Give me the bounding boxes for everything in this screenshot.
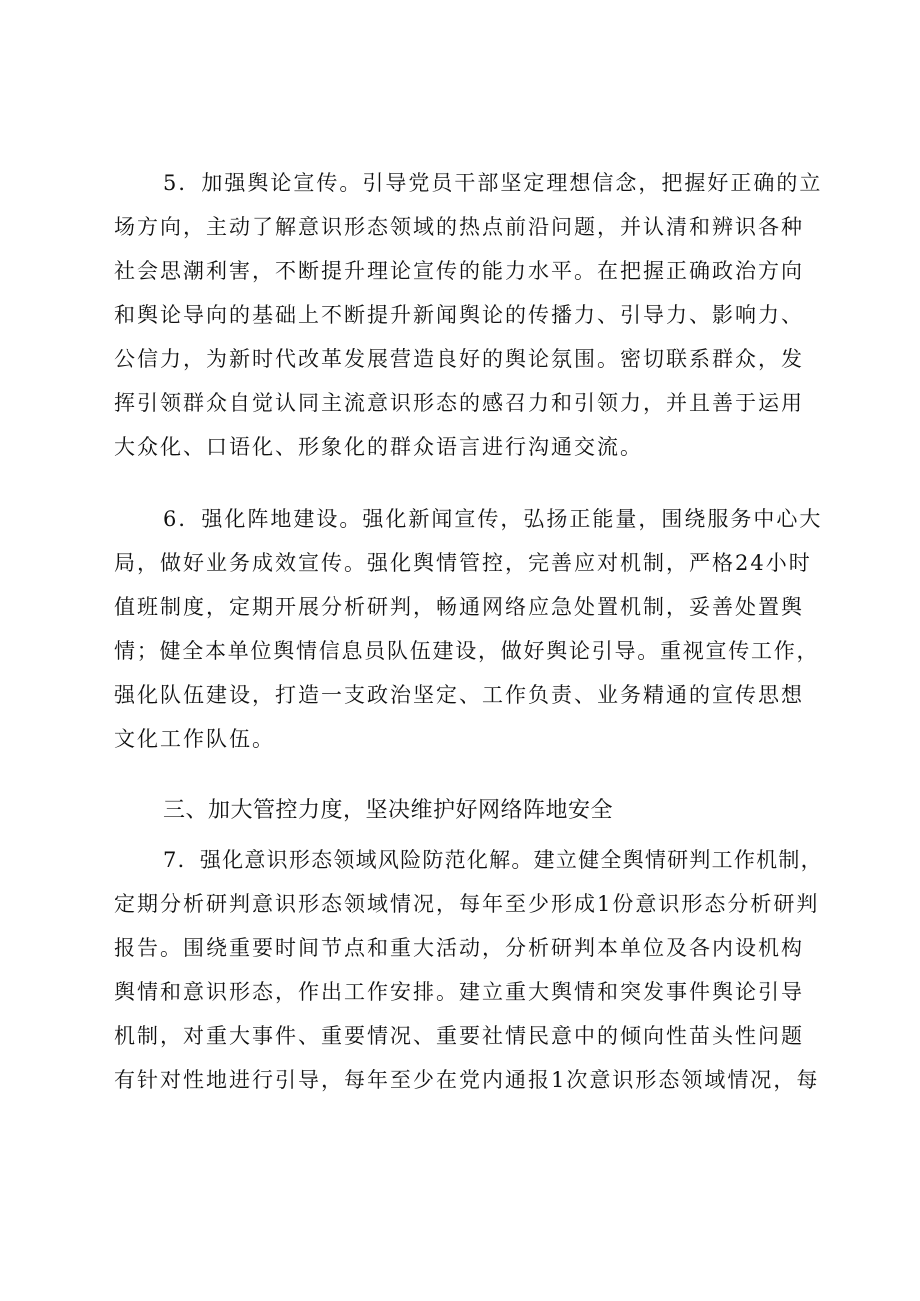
para5-line-1: 5．加强舆论宣传。引导党员干部坚定理想信念，把握好正确的立: [163, 171, 823, 195]
para5-line-5: 公信力，为新时代改革发展营造良好的舆论氛围。密切联系群众，发: [114, 347, 804, 371]
para6-line-4: 情；健全本单位舆情信息员队伍建设，做好舆论引导。重视宣传工作，: [114, 639, 820, 663]
para5-line-3: 社会思潮利害，不断提升理论宣传的能力水平。在把握正确政治方向: [114, 259, 804, 283]
para7-line-6: 有针对性地进行引导，每年至少在党内通报1次意识形态领域情况，每: [114, 1068, 820, 1092]
para5-line-4: 和舆论导向的基础上不断提升新闻舆论的传播力、引导力、影响力、: [114, 303, 804, 327]
para7-line-4: 舆情和意识形态，作出工作安排。建立重大舆情和突发事件舆论引导: [114, 980, 804, 1004]
para6-line-2: 局，做好业务成效宣传。强化舆情管控，完善应对机制，严格24小时: [114, 551, 812, 575]
para5-line-7: 大众化、口语化、形象化的群众语言进行沟通交流。: [114, 435, 643, 459]
para7-line-1: 7．强化意识形态领域风险防范化解。建立健全舆情研判工作机制，: [163, 848, 823, 872]
para6-line-6: 文化工作队伍。: [114, 727, 275, 751]
para7-line-5: 机制，对重大事件、重要情况、重要社情民意中的倾向性苗头性问题: [114, 1024, 804, 1048]
para5-line-6: 挥引领群众自觉认同主流意识形态的感召力和引领力，并且善于运用: [114, 391, 804, 415]
para7-line-2: 定期分析研判意识形态领域情况，每年至少形成1份意识形态分析研判: [114, 892, 820, 916]
section-heading-3: 三、加大管控力度，坚决维护好网络阵地安全: [163, 798, 614, 823]
para6-line-1: 6．强化阵地建设。强化新闻宣传，弘扬正能量，围绕服务中心大: [163, 507, 823, 531]
para6-line-3: 值班制度，定期开展分析研判，畅通网络应急处置机制，妥善处置舆: [114, 595, 804, 619]
para5-line-2: 场方向，主动了解意识形态领域的热点前沿问题，并认清和辨识各种: [114, 215, 804, 239]
para7-line-3: 报告。围绕重要时间节点和重大活动，分析研判本单位及各内设机构: [114, 936, 804, 960]
para6-line-5: 强化队伍建设，打造一支政治坚定、工作负责、业务精通的宣传思想: [114, 683, 804, 707]
